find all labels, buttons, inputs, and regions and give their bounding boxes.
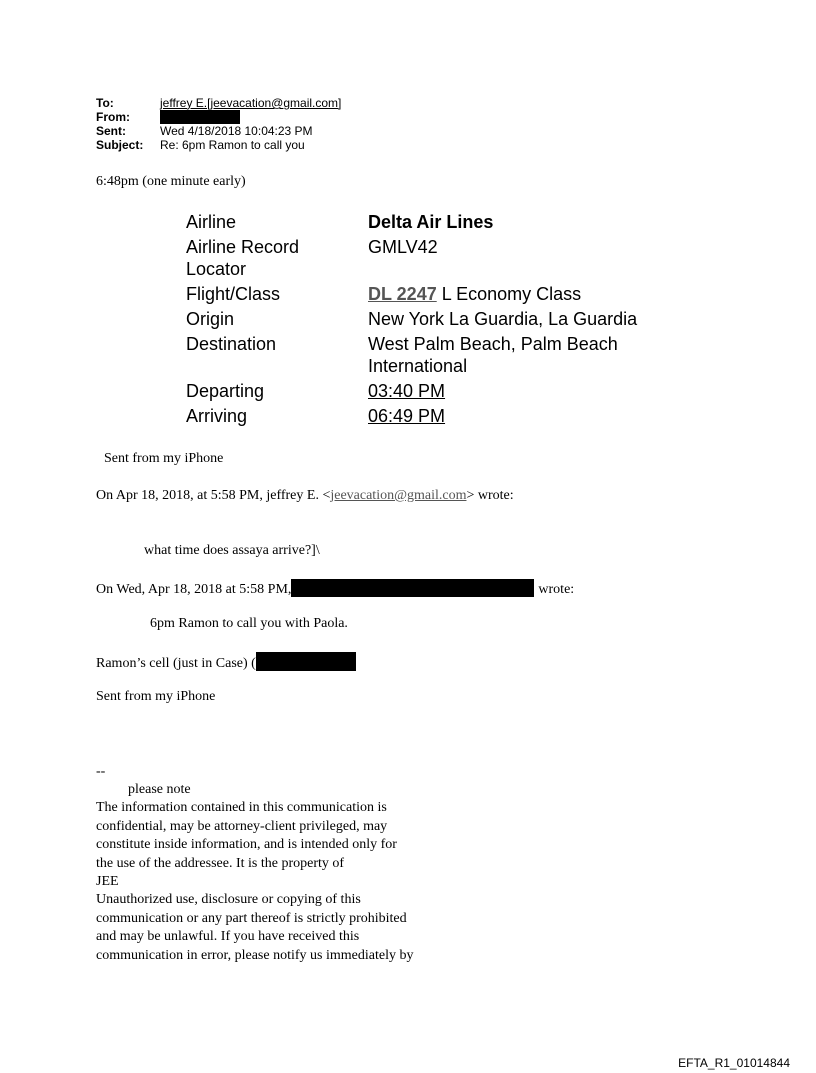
cell-line [96,652,356,672]
disclaimer-line: Unauthorized use, disclosure or copying of this [96,892,361,908]
disclaimer-line: the use of the addressee. It is the property of [96,855,345,871]
separator: -- [96,764,106,779]
redaction-block [256,652,356,671]
arriving-row [186,405,668,427]
sent-value: Wed 4/18/2018 10:04:23 PM [160,124,313,138]
email-link[interactable]: jeevacation@gmail.com [330,488,467,503]
disclaimer-line: The information contained in this communication is [96,800,387,816]
disclaimer-line: and may be unlawful. If you have received this [96,929,360,945]
to-label: To: [96,96,114,110]
disclaimer-line: confidential, may be attorney-client privileged, may [96,818,388,834]
sent-label: Sent: [96,124,126,138]
message-text: 6pm Ramon to call you with Paola. [150,616,348,631]
redaction-block [291,579,534,597]
disclaimer-line: JEE [96,874,119,890]
flight-number-link[interactable]: DL 2247 [368,284,437,304]
subject-value: Re: 6pm Ramon to call you [160,138,305,152]
destination-value-line1: West Palm Beach, Palm Beach [368,334,618,354]
disclaimer-line: communication or any part thereof is strictly prohibited [96,910,407,926]
quote2-suffix: wrote: [538,582,575,597]
disclaimer-line: constitute inside information, and is intended only for [96,837,397,853]
arriving-label: Arriving [186,406,248,426]
to-value[interactable]: jeffrey E.[jeevacation@gmail.com] [160,96,342,110]
flight-class-label: Flight/Class [186,284,281,304]
subject-row [96,138,341,152]
record-locator-label [186,236,368,280]
document-id: EFTA_R1_01014844 [678,1056,790,1070]
from-label: From: [96,110,130,124]
quote2-prefix: On Wed, Apr 18, 2018 at 5:58 PM, [96,582,292,597]
origin-row [186,308,668,330]
to-row [96,96,341,110]
flight-class-value [368,283,668,305]
quote1-suffix: > wrote: [466,488,514,503]
quote-line-2 [96,579,574,598]
class-text: L Economy Class [436,284,582,304]
email-header [96,96,341,152]
destination-row [186,333,668,377]
airline-value: Delta Air Lines [368,212,494,232]
destination-value-line2: International [368,356,468,376]
arrival-note: 6:48pm (one minute early) [96,174,246,189]
sent-row [96,124,341,138]
signature-1: Sent from my iPhone [104,451,224,466]
quote-line-1 [96,488,514,504]
signature-2: Sent from my iPhone [96,689,216,704]
departing-time-link[interactable]: 03:40 PM [368,381,446,401]
airline-row [186,211,668,233]
record-locator-label-line2: Locator [186,259,247,279]
disclaimer-line: please note [128,782,191,797]
confidentiality-disclaimer [96,781,476,965]
from-row [96,110,341,124]
departing-row [186,380,668,402]
flight-class-row [186,283,668,305]
record-locator-row [186,236,668,280]
record-locator-label-line1: Airline Record [186,237,300,257]
subject-label: Subject: [96,138,144,152]
destination-value [368,333,668,377]
origin-label: Origin [186,309,235,329]
flight-details [186,211,668,430]
redaction-block [160,110,240,124]
cell-line-text: Ramon’s cell (just in Case) ( [96,656,256,671]
question-text: what time does assaya arrive?]\ [144,543,320,558]
origin-value: New York La Guardia, La Guardia [368,309,638,329]
quote1-prefix: On Apr 18, 2018, at 5:58 PM, jeffrey E. < [96,488,331,503]
arriving-time-link[interactable]: 06:49 PM [368,406,446,426]
destination-label: Destination [186,334,277,354]
departing-label: Departing [186,381,265,401]
airline-label: Airline [186,212,237,232]
record-locator-value: GMLV42 [368,237,438,257]
disclaimer-line: communication in error, please notify us immediately by [96,947,414,963]
